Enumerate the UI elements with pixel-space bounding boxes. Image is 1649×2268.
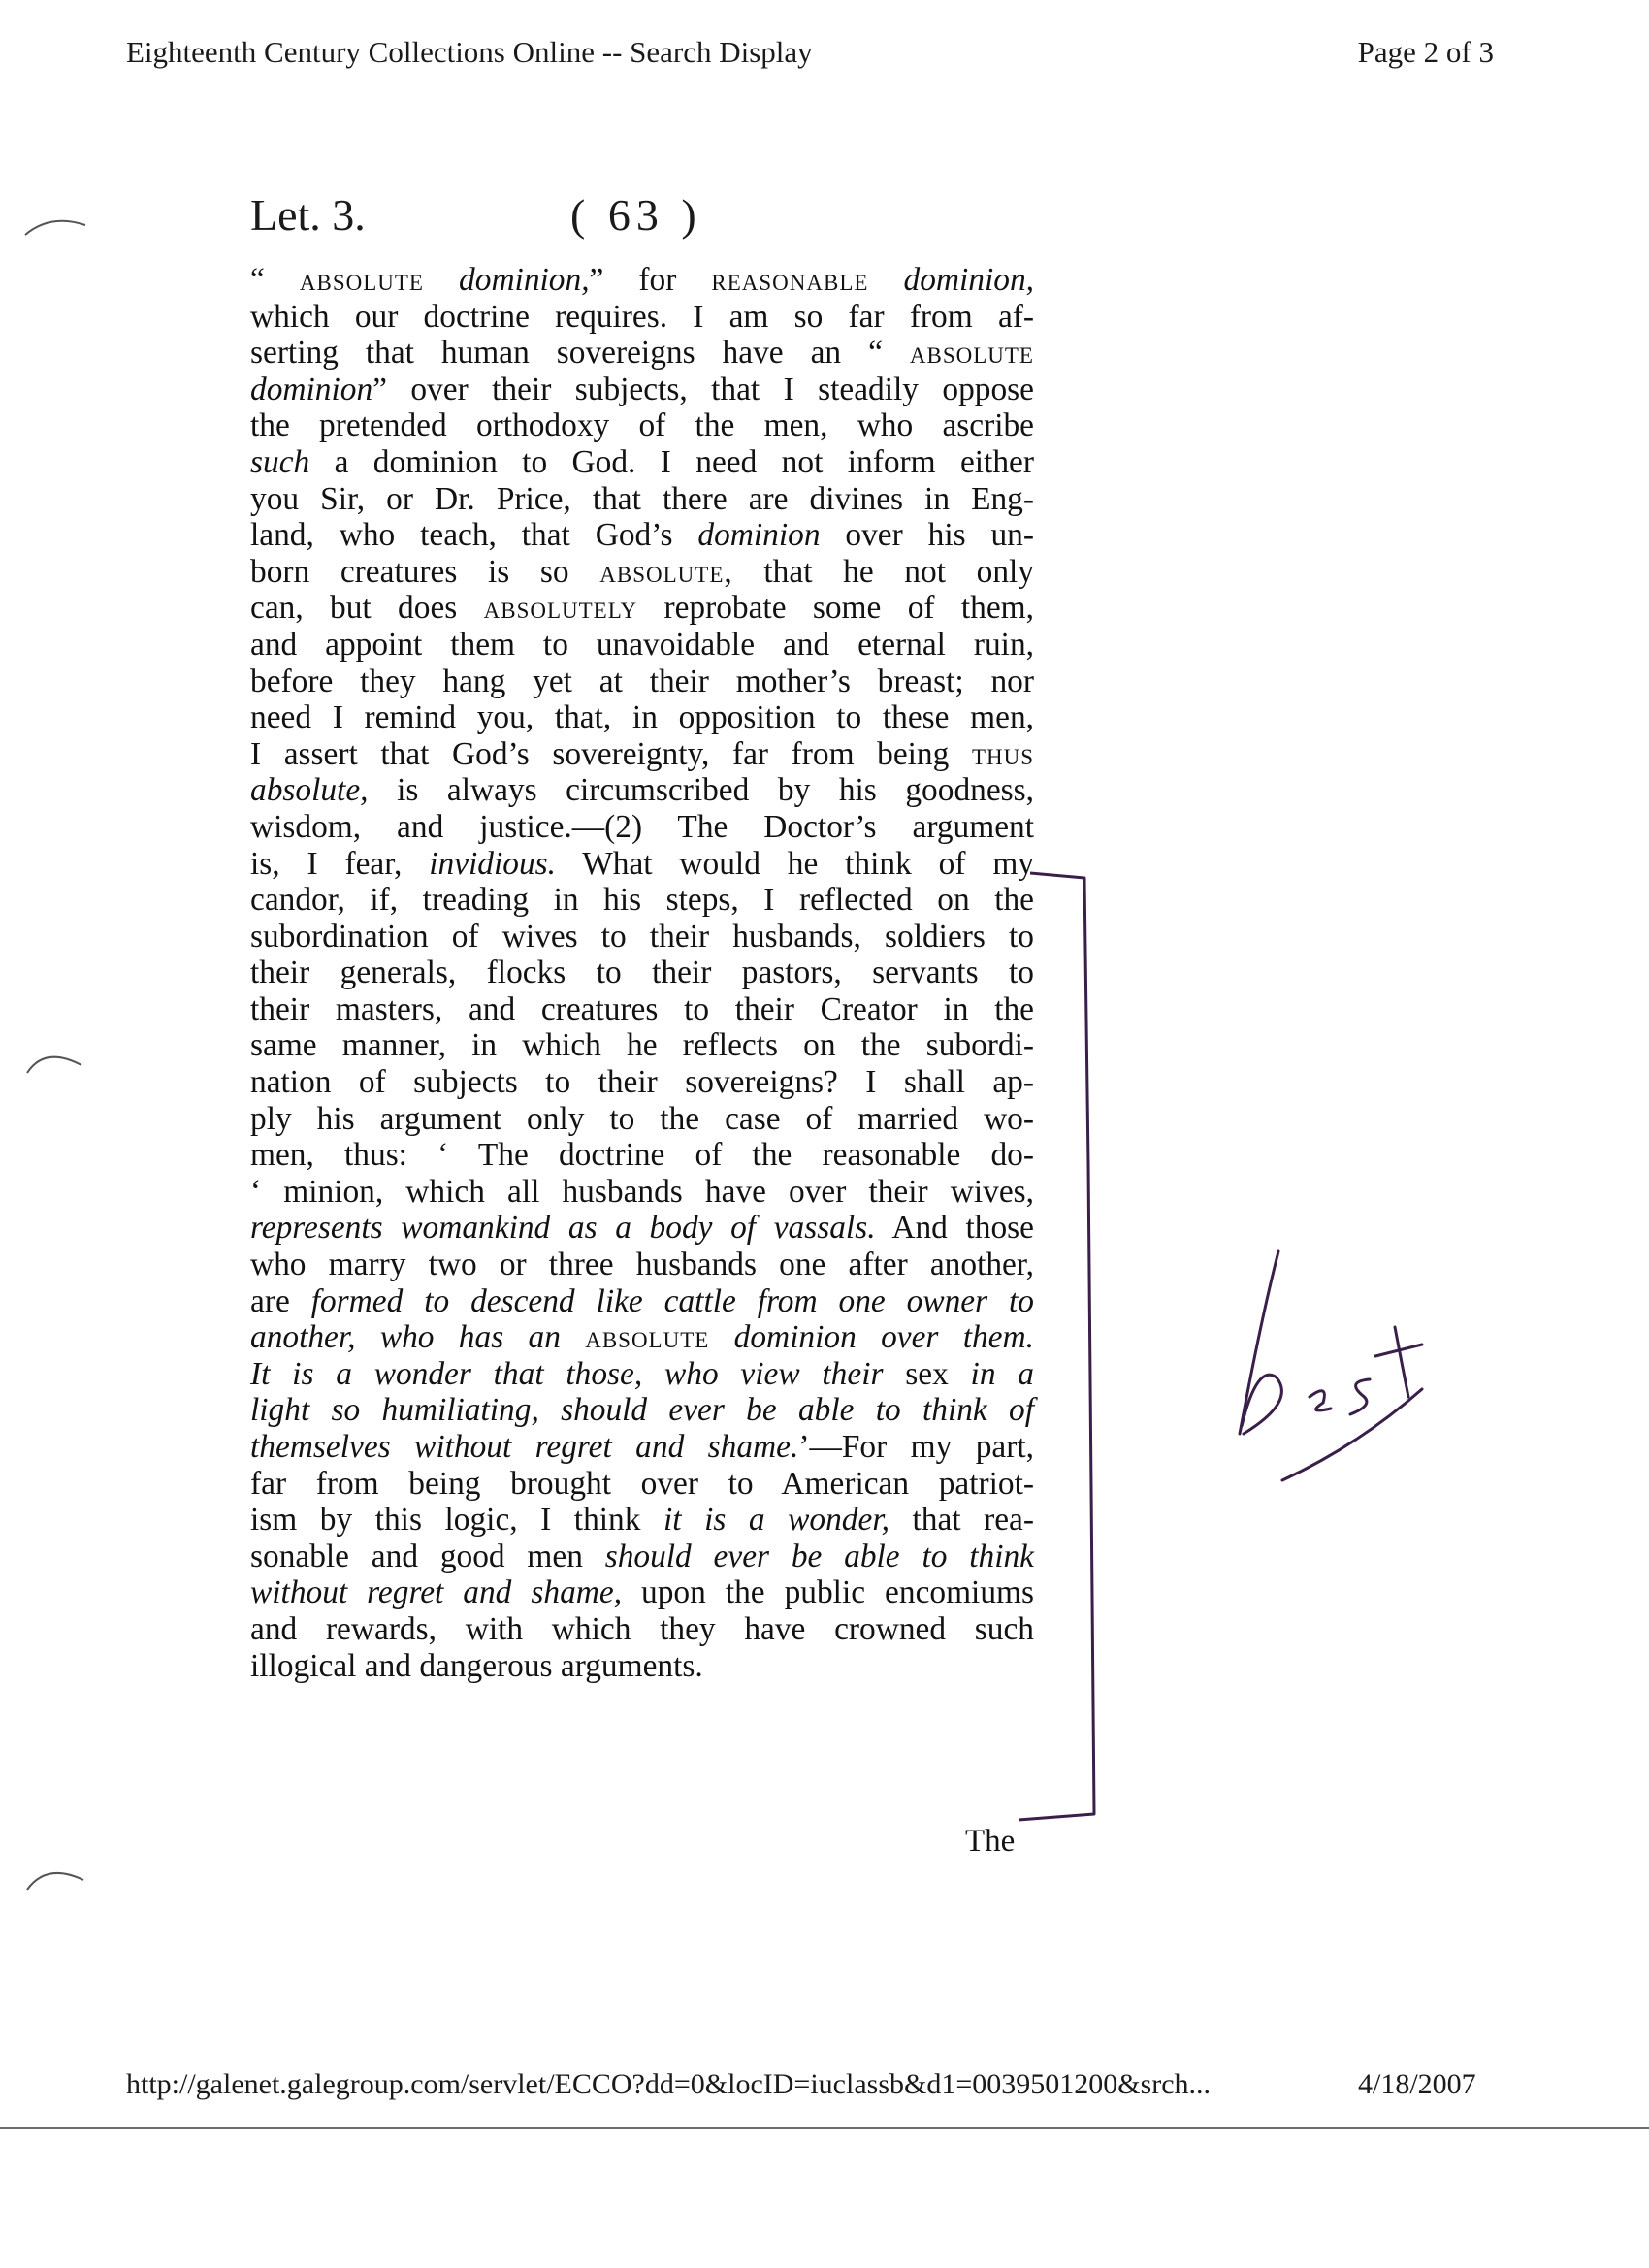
text-run: reasonable [711, 262, 869, 298]
text-line [250, 1064, 1034, 1101]
text-run: serting that human sovereigns have an “ [250, 335, 910, 372]
text-line [250, 1429, 1034, 1466]
text-run: represents womankind as a body of vassals. [250, 1210, 876, 1247]
text-run: such [250, 443, 310, 480]
text-run: without regret and shame, [250, 1574, 623, 1611]
text-line [250, 590, 1034, 627]
text-run: ‘ minion, which all husbands have over their wives, [250, 1173, 1034, 1210]
text-line [250, 1210, 1034, 1247]
text-run: sonable and good men [250, 1538, 605, 1574]
text-line [250, 481, 1034, 518]
text-run: can, but does [250, 590, 484, 627]
text-line [250, 407, 1034, 444]
text-run: it is a wonder, [663, 1502, 889, 1539]
text-line [250, 1356, 1034, 1393]
text-line [250, 1174, 1034, 1211]
text-run: reprobate some of them, [637, 590, 1034, 627]
text-run: absolute [299, 262, 424, 298]
text-line [250, 1574, 1034, 1611]
text-run: far from being brought over to American patriot- [250, 1465, 1034, 1502]
text-line [250, 554, 1034, 591]
text-run: ply his argument only to the case of married wo- [250, 1100, 1034, 1137]
text-line [250, 1392, 1034, 1429]
footer-date: 4/18/2007 [1358, 2068, 1476, 2100]
text-run: absolute [585, 1319, 710, 1356]
text-run: I assert that God’s sovereignty, far from being [250, 735, 972, 772]
text-run: their generals, flocks to their pastors, servants to [250, 955, 1034, 991]
text-run: which our doctrine requires. I am so far from af- [250, 298, 1034, 335]
punch-hole-mark [21, 1040, 89, 1079]
text-line [250, 1466, 1034, 1503]
text-line [250, 664, 1034, 700]
text-run: you Sir, or Dr. Price, that there are divines in Eng- [250, 480, 1034, 517]
text-run: over his un- [820, 517, 1034, 554]
text-run: subordination of wives to their husbands, soldiers to [250, 918, 1034, 955]
text-line [250, 1319, 1034, 1356]
text-line [250, 1502, 1034, 1539]
text-run: What would he think of my [556, 845, 1034, 882]
text-run: absolute [909, 335, 1034, 372]
text-run: absolute, [599, 553, 733, 590]
text-run: absolute, [250, 772, 369, 809]
page-number: ( 63 ) [570, 190, 702, 240]
text-line [250, 335, 1034, 372]
text-run: “ [250, 262, 300, 298]
text-run: upon the public encomiums [622, 1574, 1034, 1611]
text-run [868, 262, 903, 298]
text-line [250, 1648, 1034, 1685]
text-run: born creatures is so [250, 553, 600, 590]
text-line [250, 444, 1034, 481]
text-line [250, 1611, 1034, 1648]
text-run: nation of subjects to their sovereigns? I shall ap- [250, 1064, 1034, 1101]
text-line [250, 846, 1034, 883]
text-line [250, 736, 1034, 773]
text-run: candor, if, treading in his steps, I reflected on the [250, 882, 1034, 919]
text-line [250, 1137, 1034, 1174]
text-run [424, 262, 459, 298]
punch-hole-mark [21, 206, 89, 244]
text-line [250, 517, 1034, 554]
header-page-indicator: Page 2 of 3 [1357, 35, 1494, 69]
text-line [250, 991, 1034, 1028]
text-line [250, 919, 1034, 956]
text-run: are [250, 1282, 311, 1319]
text-run: their masters, and creatures to their Creator in the [250, 990, 1034, 1027]
page-heading [250, 189, 1026, 247]
text-run: and appoint them to unavoidable and eternal ruin, [250, 626, 1034, 663]
text-line [250, 1101, 1034, 1138]
text-line [250, 1283, 1034, 1320]
text-run: sex [883, 1355, 971, 1392]
text-run: illogical and dangerous arguments. [250, 1647, 703, 1684]
header-title: Eighteenth Century Collections Online -- Search Display [126, 35, 813, 69]
text-run: a dominion to God. I need not inform either [309, 443, 1034, 480]
text-line [250, 262, 1034, 299]
text-run: themselves without regret and shame. [250, 1429, 799, 1465]
text-run: dominion, [459, 262, 590, 298]
text-run: another, who has an [250, 1319, 586, 1356]
footer-rule [0, 2127, 1649, 2129]
body-text [250, 262, 1034, 1684]
catchword: The [965, 1824, 1016, 1859]
text-run: absolutely [483, 590, 638, 627]
text-line [250, 1539, 1034, 1575]
footer-url: http://galenet.galegroup.com/servlet/ECCO?dd=0&locID=iuclassb&d1=0039501200&srch... [126, 2068, 1212, 2100]
text-run: land, who teach, that God’s [250, 517, 698, 554]
text-run: should ever be able to think [604, 1538, 1034, 1574]
text-run: who marry two or three husbands one after another, [250, 1247, 1034, 1283]
text-line [250, 699, 1034, 736]
text-run: formed to descend like cattle from one owner to [310, 1282, 1034, 1319]
text-run: thus [971, 735, 1034, 772]
text-run: invidious. [429, 845, 556, 882]
text-run: dominion, [903, 262, 1034, 298]
text-run: ” over their subjects, that I steadily oppose [372, 371, 1034, 407]
text-run: in a [970, 1355, 1034, 1392]
text-line [250, 772, 1034, 809]
text-line [250, 1247, 1034, 1283]
text-run: wisdom, and justice.—(2) The Doctor’s argument [250, 808, 1034, 845]
text-run: dominion [250, 371, 373, 407]
text-run: dominion [697, 517, 821, 554]
text-run: need I remind you, that, in opposition to these men, [250, 699, 1034, 736]
text-run: before they hang yet at their mother’s breast; nor [250, 663, 1034, 699]
running-label: Let. 3. [250, 190, 366, 240]
text-run: men, thus: ‘ The doctrine of the reasonable do- [250, 1137, 1034, 1174]
text-line [250, 1027, 1034, 1064]
text-run: light so humiliating, should ever be able to think of [250, 1392, 1034, 1429]
text-run: dominion over them. [709, 1319, 1034, 1356]
text-line [250, 299, 1034, 336]
text-line [250, 882, 1034, 919]
text-line [250, 809, 1034, 846]
text-run: And those [875, 1210, 1034, 1247]
text-run: the pretended orthodoxy of the men, who ascribe [250, 407, 1034, 444]
text-run: is, I fear, [250, 845, 430, 882]
text-run: ’—For my part, [798, 1429, 1034, 1465]
text-run: ” for [589, 262, 712, 298]
text-run: same manner, in which he reflects on the subordi- [250, 1027, 1034, 1064]
text-run: and rewards, with which they have crowned such [250, 1610, 1034, 1647]
text-line [250, 627, 1034, 664]
text-run: that he not only [732, 553, 1034, 590]
punch-hole-mark [21, 1855, 89, 1894]
handwritten-note-best [1240, 1251, 1422, 1480]
text-run: It is a wonder that those, who view their [250, 1355, 884, 1392]
text-run: is always circumscribed by his goodness, [368, 772, 1034, 809]
text-line [250, 955, 1034, 991]
text-line [250, 372, 1034, 408]
text-run: that rea- [889, 1502, 1034, 1539]
text-run: ism by this logic, I think [250, 1502, 663, 1539]
